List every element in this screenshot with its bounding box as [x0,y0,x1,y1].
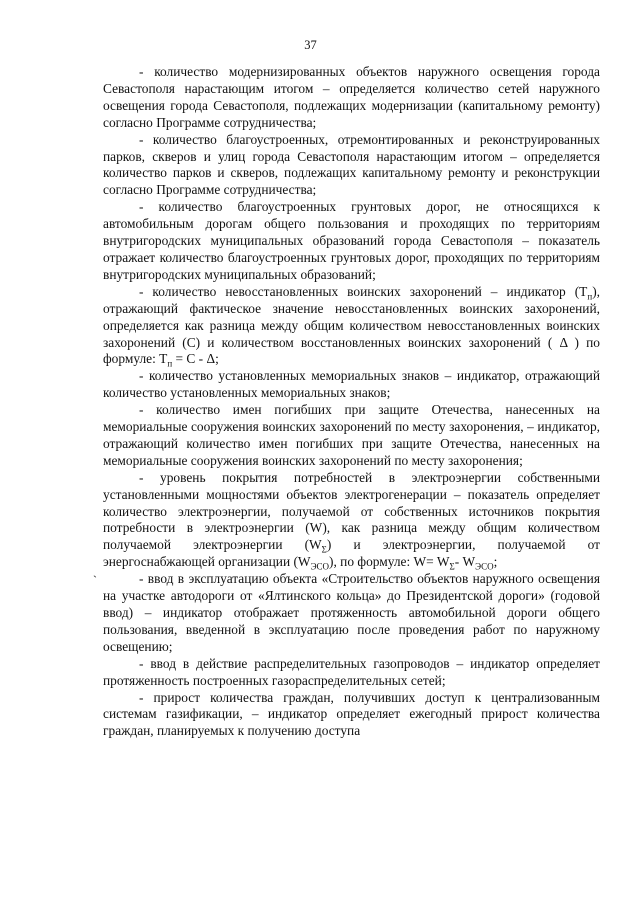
paragraph-electricity-coverage [103,470,600,571]
text-fragment: - W [454,554,476,570]
subscript: п [587,291,593,302]
text-fragment: = С - Δ; [172,351,219,367]
paragraph-names-of-fallen: - количество имен погибших при защите Отечества, нанесенных на мемориальные сооружения воинских захоронений по месту захоронения, – индикатор, отражающий количество имен погибших при защите Отечества, нанесенных на мемориальные сооружения воинских захоронений по месту захоронения; [103,402,600,468]
subscript: Σ [321,545,327,556]
document-body [103,64,600,740]
paragraph-memorial-signs: - количество установленных мемориальных знаков – индикатор, отражающий количество установленных мемориальных знаков; [103,368,600,401]
paragraph-parks-squares: - количество благоустроенных, отремонтированных и реконструированных парков, скверов и улиц города Севастополя нарастающим итогом – определяется количество парков и скверов, подлежащих капитальному ремонту и реконструкции согласно Программе сотрудничества; [103,131,600,198]
text-fragment: ; [493,554,498,570]
paragraph-road-lighting-commissioning: - ввод в эксплуатацию объекта «Строительство объектов наружного освещения на участке автодороги от «Ялтинского кольца» до Президентской дороги» (годовой ввод) – индикатор отображает протяженность автомобильной дороги общего пользования, введенной в эксплуатацию после проведения работ по наружному освещению; [103,571,600,654]
paragraph-war-graves [103,284,600,369]
text-fragment: - уровень покрытия потребностей в электроэнергии собственными установленными мощностями объектов электрогенерации – показатель определяет количество электроэнергии, получаемой от собственных источников покрытия потребности в электроэнергии (W), как разница между общим количеством получаемой электроэнергии (W [103,469,600,553]
subscript: п [167,359,173,370]
paragraph-dirt-roads: - количество благоустроенных грунтовых дорог, не относящихся к автомобильным дорогам общего пользования и проходящих по территориям внутригородских муниципальных образований города Севастополя – показатель отражает количество благоустроенных грунтовых дорог, проходящих по территориям внутригородских муниципальных образований; [103,199,600,282]
subscript: Σ [449,561,455,572]
stray-mark: ` [93,573,97,587]
text-fragment: ) и электроэнергии, получаемой от энергоснабжающей организации (W [103,537,600,570]
subscript: ЭСО [310,561,330,572]
paragraph-gas-pipelines: - ввод в действие распределительных газопроводов – индикатор определяет протяженность построенных газораспределительных сетей; [103,655,600,688]
page-number: 37 [304,38,317,52]
subscript: ЭСО [475,561,494,572]
text-fragment: - количество невосстановленных воинских захоронений – индикатор (Т [139,283,588,299]
paragraph-gasification-access: - прирост количества граждан, получивших доступ к централизованным системам газификации, – индикатор определяет ежегодный прирост количества граждан, планируемых к получению доступа [103,689,600,739]
text-fragment: ), по формуле: W= W [329,554,450,570]
text-fragment: ), отражающий фактическое значение невосстановленных воинских захоронений, определяется как разница между общим количеством невосстановленных воинских захоронений (С) и количеством восстановленных воинских захоронений ( Δ ) по формуле: Т [103,283,600,367]
paragraph-modernized-lighting: - количество модернизированных объектов наружного освещения города Севастополя нарастающим итогом – определяется количество сетей наружного освещения города Севастополя, подлежащих модернизации (капитальному ремонту) согласно Программе сотрудничества; [103,64,600,130]
